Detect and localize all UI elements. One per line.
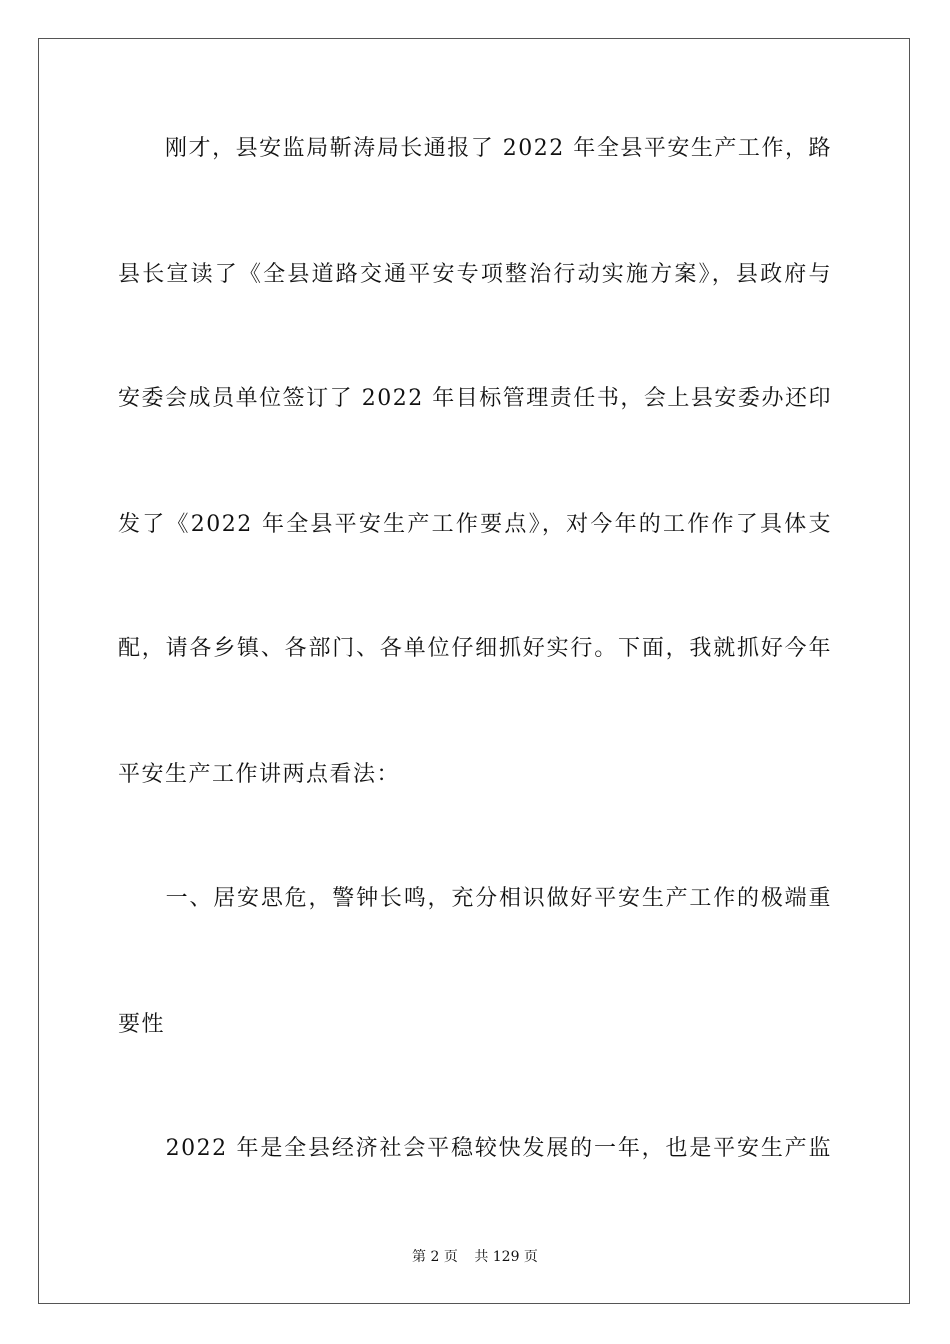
page-number: 第 2 页	[412, 1249, 458, 1265]
body-text-line-6: 平安生产工作讲两点看法：	[118, 762, 401, 787]
body-text-line-4: 发了《2022 年全县平安生产工作要点》，对今年的工作作了具体支	[118, 512, 832, 537]
page-border	[38, 38, 910, 1304]
section-heading-line-1: 一、居安思危，警钟长鸣，充分相识做好平安生产工作的极端重	[118, 886, 832, 911]
page-footer	[0, 1246, 950, 1266]
section-heading-line-2: 要性	[118, 1012, 166, 1037]
body-text-line-1: 刚才，县安监局靳涛局长通报了 2022 年全县平安生产工作，路	[118, 136, 832, 161]
total-pages: 共 129 页	[474, 1249, 538, 1265]
body-text-line-7: 2022 年是全县经济社会平稳较快发展的一年，也是平安生产监	[118, 1136, 832, 1161]
body-text-line-3: 安委会成员单位签订了 2022 年目标管理责任书，会上县安委办还印	[118, 386, 832, 411]
body-text-line-5: 配，请各乡镇、各部门、各单位仔细抓好实行。下面，我就抓好今年	[118, 636, 832, 661]
body-text-line-2: 县长宣读了《全县道路交通平安专项整治行动实施方案》，县政府与	[118, 262, 832, 287]
